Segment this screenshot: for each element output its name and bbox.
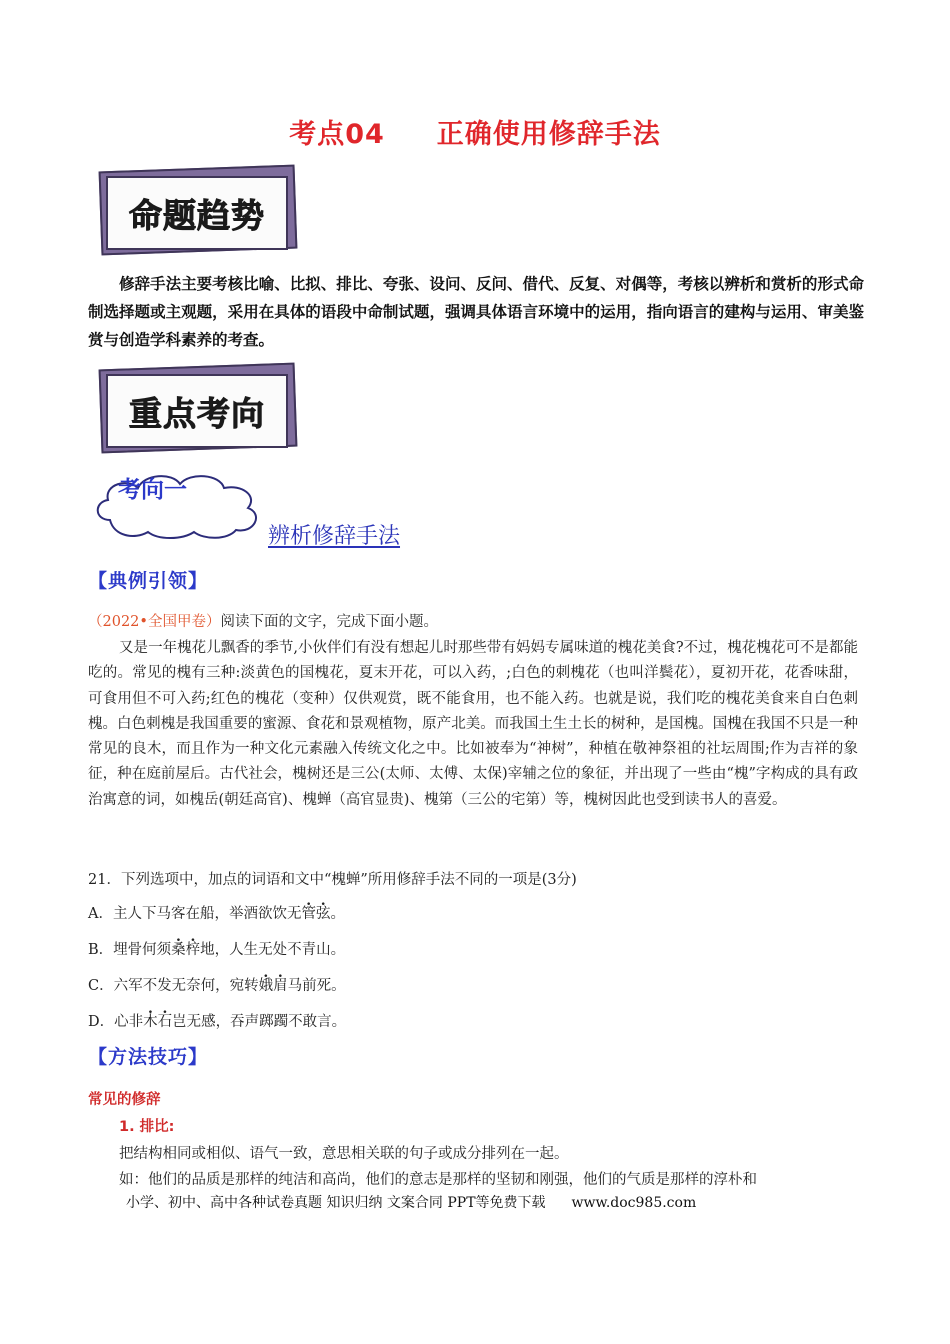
page-title — [0, 112, 950, 151]
question-stem: 21．下列选项中，加点的词语和文中“槐蝉”所用修辞手法不同的一项是(3分) — [88, 872, 577, 888]
banner-trend — [92, 168, 302, 258]
footer-url[interactable]: www.doc985.com — [571, 1195, 697, 1211]
page-footer — [126, 1192, 696, 1212]
reading-passage: 又是一年槐花儿飘香的季节,小伙伴们有没有想起儿时那些带有妈妈专属味道的槐花美食?不过，槐花槐花可不是都能吃的。常见的槐有三种:淡黄色的国槐花，夏末开花，可以入药，;白色的刺槐花（也叫洋鬓花），夏初开花，花香味甜，可食用但不可入药;红色的槐花（变种）仅供观赏，既不能食用，也不能入药。也就是说，我们吃的槐花美食来自白色刺槐。白色刺槐是我国重要的蜜源、食花和景观植物，原产北美。而我国土生土长的树种，是国槐。国槐在我国不只是一种常见的良木，而且作为一种文化元素融入传统文化之中。比如被奉为“神树”，种植在敬神祭祖的社坛周围;作为吉祥的象征，种在庭前屋后。古代社会，槐树还是三公(太师、太傅、太保)宰辅之位的象征，并出现了一些由“槐”字构成的具有政治寓意的词，如槐岳(朝廷高官)、槐蝉（高官显贵)、槐第（三公的宅第）等，槐树因此也受到读书人的喜爱。 — [88, 640, 858, 808]
option-b: B．埋骨何须桑梓地，人生无处不青山。 — [88, 942, 346, 958]
title-code: 考点04 — [289, 119, 385, 150]
direction-label: 考向一 — [118, 477, 187, 503]
banner-trend-label: 命题趋势 — [106, 176, 288, 250]
option-a: A．主人下马客在船，举酒欲饮无管弦。 — [88, 906, 345, 922]
item-parallelism-example: 如：他们的品质是那样的纯洁和高尚，他们的意志是那样的坚韧和刚强，他们的气质是那样的淳朴和 — [119, 1172, 757, 1188]
footer-text: 小学、初中、高中各种试卷真题 知识归纳 文案合同 PPT等免费下载 — [126, 1195, 546, 1211]
banner-focus-label: 重点考向 — [106, 374, 288, 448]
direction-subheading: 辨析修辞手法 — [268, 524, 401, 549]
item-parallelism-heading: 1. 排比: — [119, 1119, 175, 1135]
option-c: C．六军不发无奈何，宛转娥眉马前死。 — [88, 978, 346, 994]
source-line — [88, 610, 438, 631]
intro-paragraph: 修辞手法主要考核比喻、比拟、排比、夸张、设问、反问、借代、反复、对偶等，考核以辨析和赏析的形式命制选择题或主观题，采用在具体的语段中命制试题，强调具体语言环境中的运用，指向语言的建构与运用、审美鉴赏与创造学科素养的考查。 — [88, 275, 864, 349]
option-d: D．心非木石岂无感，吞声踯躅不敢言。 — [88, 1014, 347, 1030]
title-text: 正确使用修辞手法 — [436, 119, 661, 150]
item-parallelism-definition: 把结构相同或相似、语气一致，意思相关联的句子或成分排列在一起。 — [119, 1146, 569, 1162]
method-heading: 【方法技巧】 — [88, 1046, 209, 1068]
source-text: 阅读下面的文字，完成下面小题。 — [220, 614, 438, 630]
source-tag: （2022•全国甲卷） — [88, 614, 221, 630]
example-heading: 【典例引领】 — [88, 570, 209, 592]
banner-focus — [92, 366, 302, 456]
common-rhetoric-heading: 常见的修辞 — [88, 1092, 161, 1108]
